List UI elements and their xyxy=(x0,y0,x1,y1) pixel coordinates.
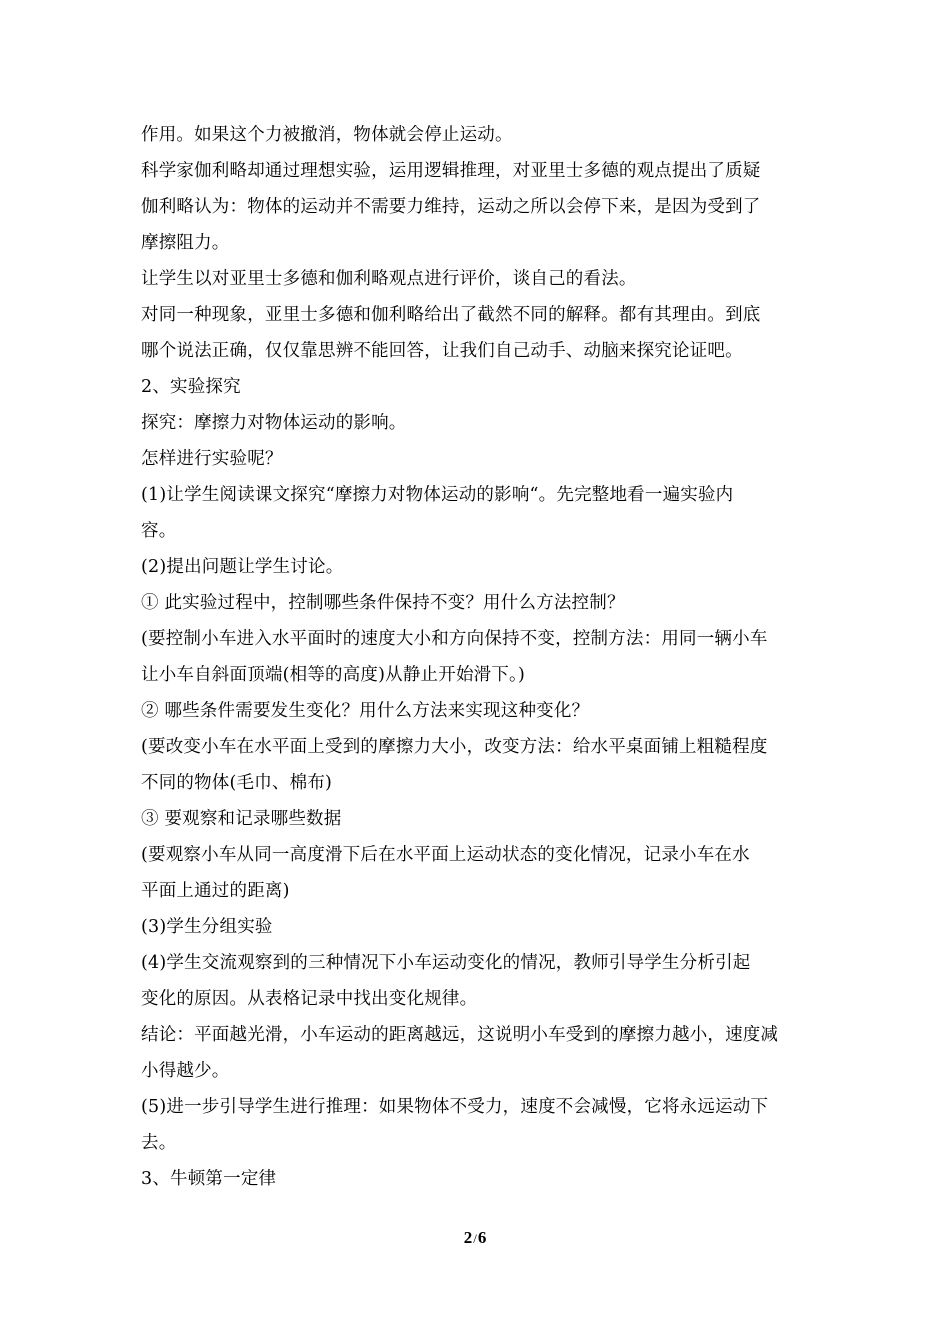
text-line: 容。 xyxy=(141,521,177,541)
text-line: 怎样进行实验呢？ xyxy=(141,449,283,469)
current-page: 2 xyxy=(463,1228,473,1247)
page-separator: / xyxy=(473,1231,477,1246)
section-heading: 3、牛顿第一定律 xyxy=(141,1169,277,1189)
document-body xyxy=(141,117,813,1197)
text-line: 探究：摩擦力对物体运动的影响。 xyxy=(141,413,407,433)
text-line: ② 哪些条件需要发生变化？用什么方法来实现这种变化？ xyxy=(141,701,590,721)
text-line: 不同的物体(毛巾、棉布) xyxy=(141,773,333,793)
text-line: 去。 xyxy=(141,1133,177,1153)
text-line: ① 此实验过程中，控制哪些条件保持不变？用什么方法控制？ xyxy=(141,593,625,613)
text-line: 变化的原因。从表格记录中找出变化规律。 xyxy=(141,989,478,1009)
text-line: (1)让学生阅读课文探究“摩擦力对物体运动的影响“。先完整地看一遍实验内 xyxy=(141,485,734,505)
text-line: 小得越少。 xyxy=(141,1061,230,1081)
text-line: (4)学生交流观察到的三种情况下小车运动变化的情况，教师引导学生分析引起 xyxy=(141,953,751,973)
text-line: (2)提出问题让学生讨论。 xyxy=(141,557,344,577)
text-line: 作用。如果这个力被撤消，物体就会停止运动。 xyxy=(141,125,513,145)
text-line: 结论：平面越光滑，小车运动的距离越远，这说明小车受到的摩擦力越小，速度减 xyxy=(141,1025,779,1045)
text-line: (要控制小车进入水平面时的速度大小和方向保持不变，控制方法：用同一辆小车 xyxy=(141,629,768,649)
text-line: (要观察小车从同一高度滑下后在水平面上运动状态的变化情况，记录小车在水 xyxy=(141,845,750,865)
text-line: 平面上通过的距离) xyxy=(141,881,290,901)
text-line: 对同一种现象，亚里士多德和伽利略给出了截然不同的解释。都有其理由。到底 xyxy=(141,305,761,325)
text-line: 摩擦阻力。 xyxy=(141,233,230,253)
text-line: 让学生以对亚里士多德和伽利略观点进行评价，谈自己的看法。 xyxy=(141,269,637,289)
section-heading: 2、实验探究 xyxy=(141,377,241,397)
text-line: 让小车自斜面顶端(相等的高度)从静止开始滑下。) xyxy=(141,665,526,685)
text-line: 哪个说法正确，仅仅靠思辨不能回答，让我们自己动手、动脑来探究论证吧。 xyxy=(141,341,743,361)
text-line: 伽利略认为：物体的运动并不需要力维持，运动之所以会停下来，是因为受到了 xyxy=(141,197,761,217)
page-number xyxy=(0,1226,950,1251)
text-line: 科学家伽利略却通过理想实验，运用逻辑推理，对亚里士多德的观点提出了质疑 xyxy=(141,161,761,181)
total-pages: 6 xyxy=(477,1228,487,1247)
text-line: (要改变小车在水平面上受到的摩擦力大小，改变方法：给水平桌面铺上粗糙程度 xyxy=(141,737,768,757)
text-line: (5)进一步引导学生进行推理：如果物体不受力，速度不会减慢，它将永远运动下 xyxy=(141,1097,769,1117)
text-line: ③ 要观察和记录哪些数据 xyxy=(141,809,342,829)
text-line: (3)学生分组实验 xyxy=(141,917,273,937)
